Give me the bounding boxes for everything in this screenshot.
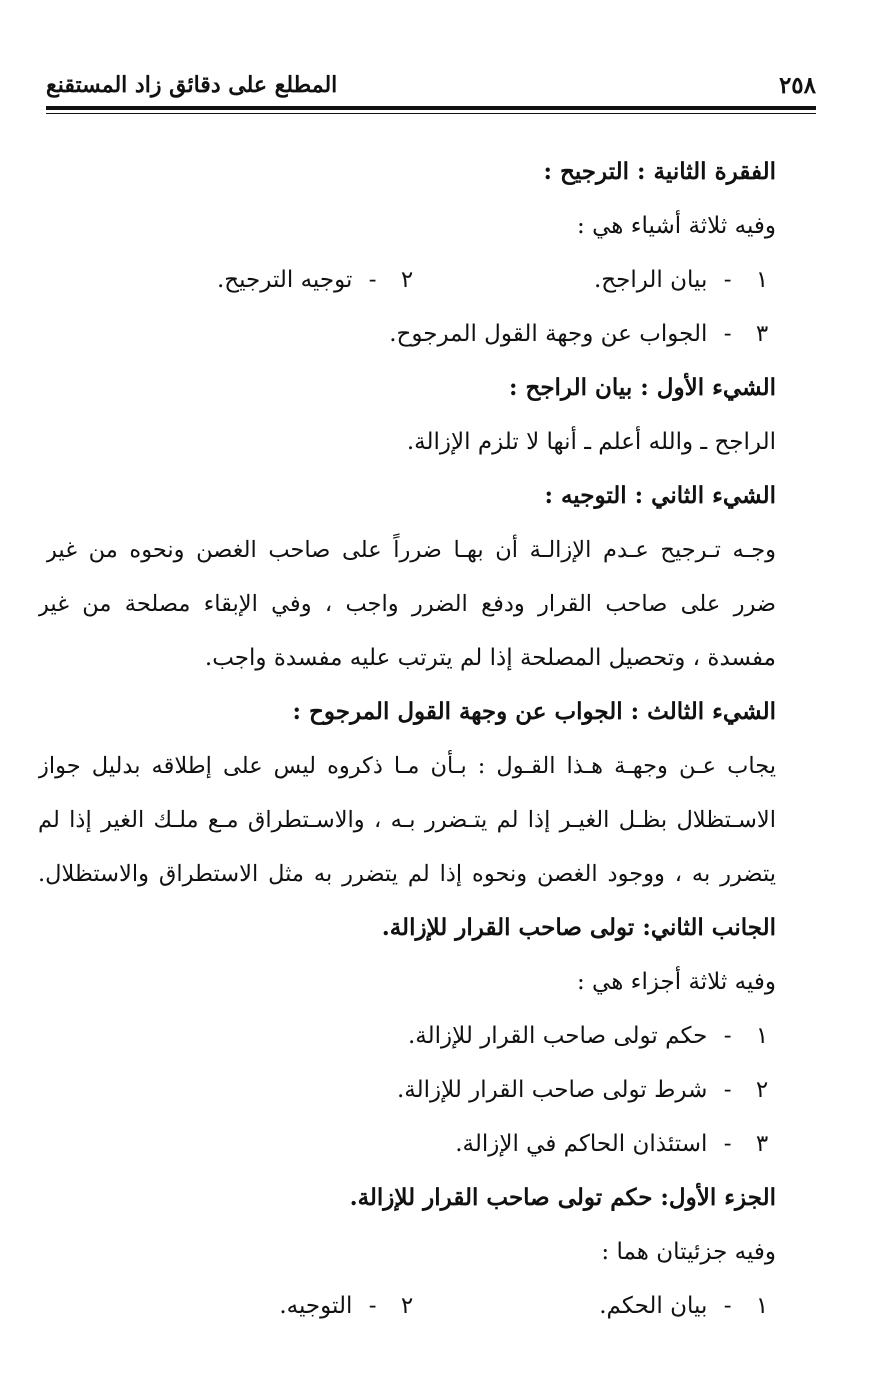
item-dash: -	[723, 1023, 732, 1049]
paragraph-line: وجـه تـرجيح عـدم الإزالـة أن بهـا ضرراً على صاحب الغصن ونحوه من غير	[46, 537, 776, 563]
list-item	[599, 1279, 776, 1333]
paragraph-line: يجاب عـن وجهـة هـذا القـول : بـأن مـا ذكروه ليس على إطلاقه بدليل جواز	[38, 753, 776, 779]
item-number: ٢	[400, 1293, 414, 1319]
item-dash: -	[723, 1131, 732, 1157]
item-text: التوجيه.	[279, 1293, 353, 1319]
side2-intro: وفيه ثلاثة أجزاء هي :	[576, 969, 776, 995]
running-header	[46, 70, 816, 102]
page-number: ٢٥٨	[778, 72, 816, 99]
item-number: ٢	[755, 1077, 769, 1103]
thing3-heading: الشيء الثالث : الجواب عن وجهة القول المرجوح :	[292, 698, 776, 725]
item-number: ١	[755, 267, 769, 293]
item-number: ٢	[400, 267, 414, 293]
paragraph-line: الاسـتظلال بظـل الغيـر إذا لم يتـضرر بـه ، والاسـتطراق مـع ملـك الغير إذا لم	[38, 807, 776, 833]
item-text: استئذان الحاكم في الإزالة.	[455, 1131, 708, 1157]
list-item	[455, 1117, 776, 1171]
paragraph-line: مفسدة ، وتحصيل المصلحة إذا لم يترتب عليه مفسدة واجب.	[204, 645, 776, 671]
item-dash: -	[723, 1077, 732, 1103]
list-item	[279, 1279, 421, 1333]
item-dash: -	[723, 267, 732, 293]
side2-heading: الجانب الثاني: تولى صاحب القرار للإزالة.	[381, 914, 776, 941]
list-item	[594, 253, 776, 307]
part1-intro: وفيه جزئيتان هما :	[601, 1239, 776, 1265]
header-rule-thin	[46, 113, 816, 114]
paragraph-line: يتضرر به ، ووجود الغصن ونحوه إذا لم يتضرر به مثل الاستطراق والاستظلال.	[38, 861, 776, 887]
list-item	[389, 307, 776, 361]
item-number: ٣	[755, 321, 769, 347]
item-dash: -	[723, 1293, 732, 1319]
thing1-heading: الشيء الأول : بيان الراجح :	[508, 374, 776, 401]
thing2-heading: الشيء الثاني : التوجيه :	[544, 482, 776, 509]
item-number: ١	[755, 1023, 769, 1049]
section-heading-tarjih: الفقرة الثانية : الترجيح :	[543, 158, 776, 185]
section-intro: وفيه ثلاثة أشياء هي :	[577, 213, 776, 239]
book-title: المطلع على دقائق زاد المستقنع	[46, 72, 338, 98]
item-text: توجيه الترجيح.	[216, 267, 353, 293]
item-dash: -	[368, 1293, 377, 1319]
list-item	[217, 253, 421, 307]
item-dash: -	[723, 321, 732, 347]
list-item	[397, 1063, 776, 1117]
part1-heading: الجزء الأول: حكم تولى صاحب القرار للإزالة.	[349, 1184, 776, 1211]
item-dash: -	[368, 267, 377, 293]
item-text: شرط تولى صاحب القرار للإزالة.	[396, 1077, 708, 1103]
list-item	[408, 1009, 776, 1063]
item-text: بيان الحكم.	[599, 1293, 708, 1319]
item-text: حكم تولى صاحب القرار للإزالة.	[408, 1023, 708, 1049]
header-rule-thick	[46, 106, 816, 110]
item-number: ١	[755, 1293, 769, 1319]
item-number: ٣	[755, 1131, 769, 1157]
item-text: الجواب عن وجهة القول المرجوح.	[389, 321, 708, 347]
paragraph-line: ضرر على صاحب القرار ودفع الضرر واجب ، وفي الإبقاء مصلحة من غير	[38, 591, 776, 617]
item-text: بيان الراجح.	[593, 267, 708, 293]
thing1-text: الراجح ـ والله أعلم ـ أنها لا تلزم الإزالة.	[406, 429, 776, 455]
